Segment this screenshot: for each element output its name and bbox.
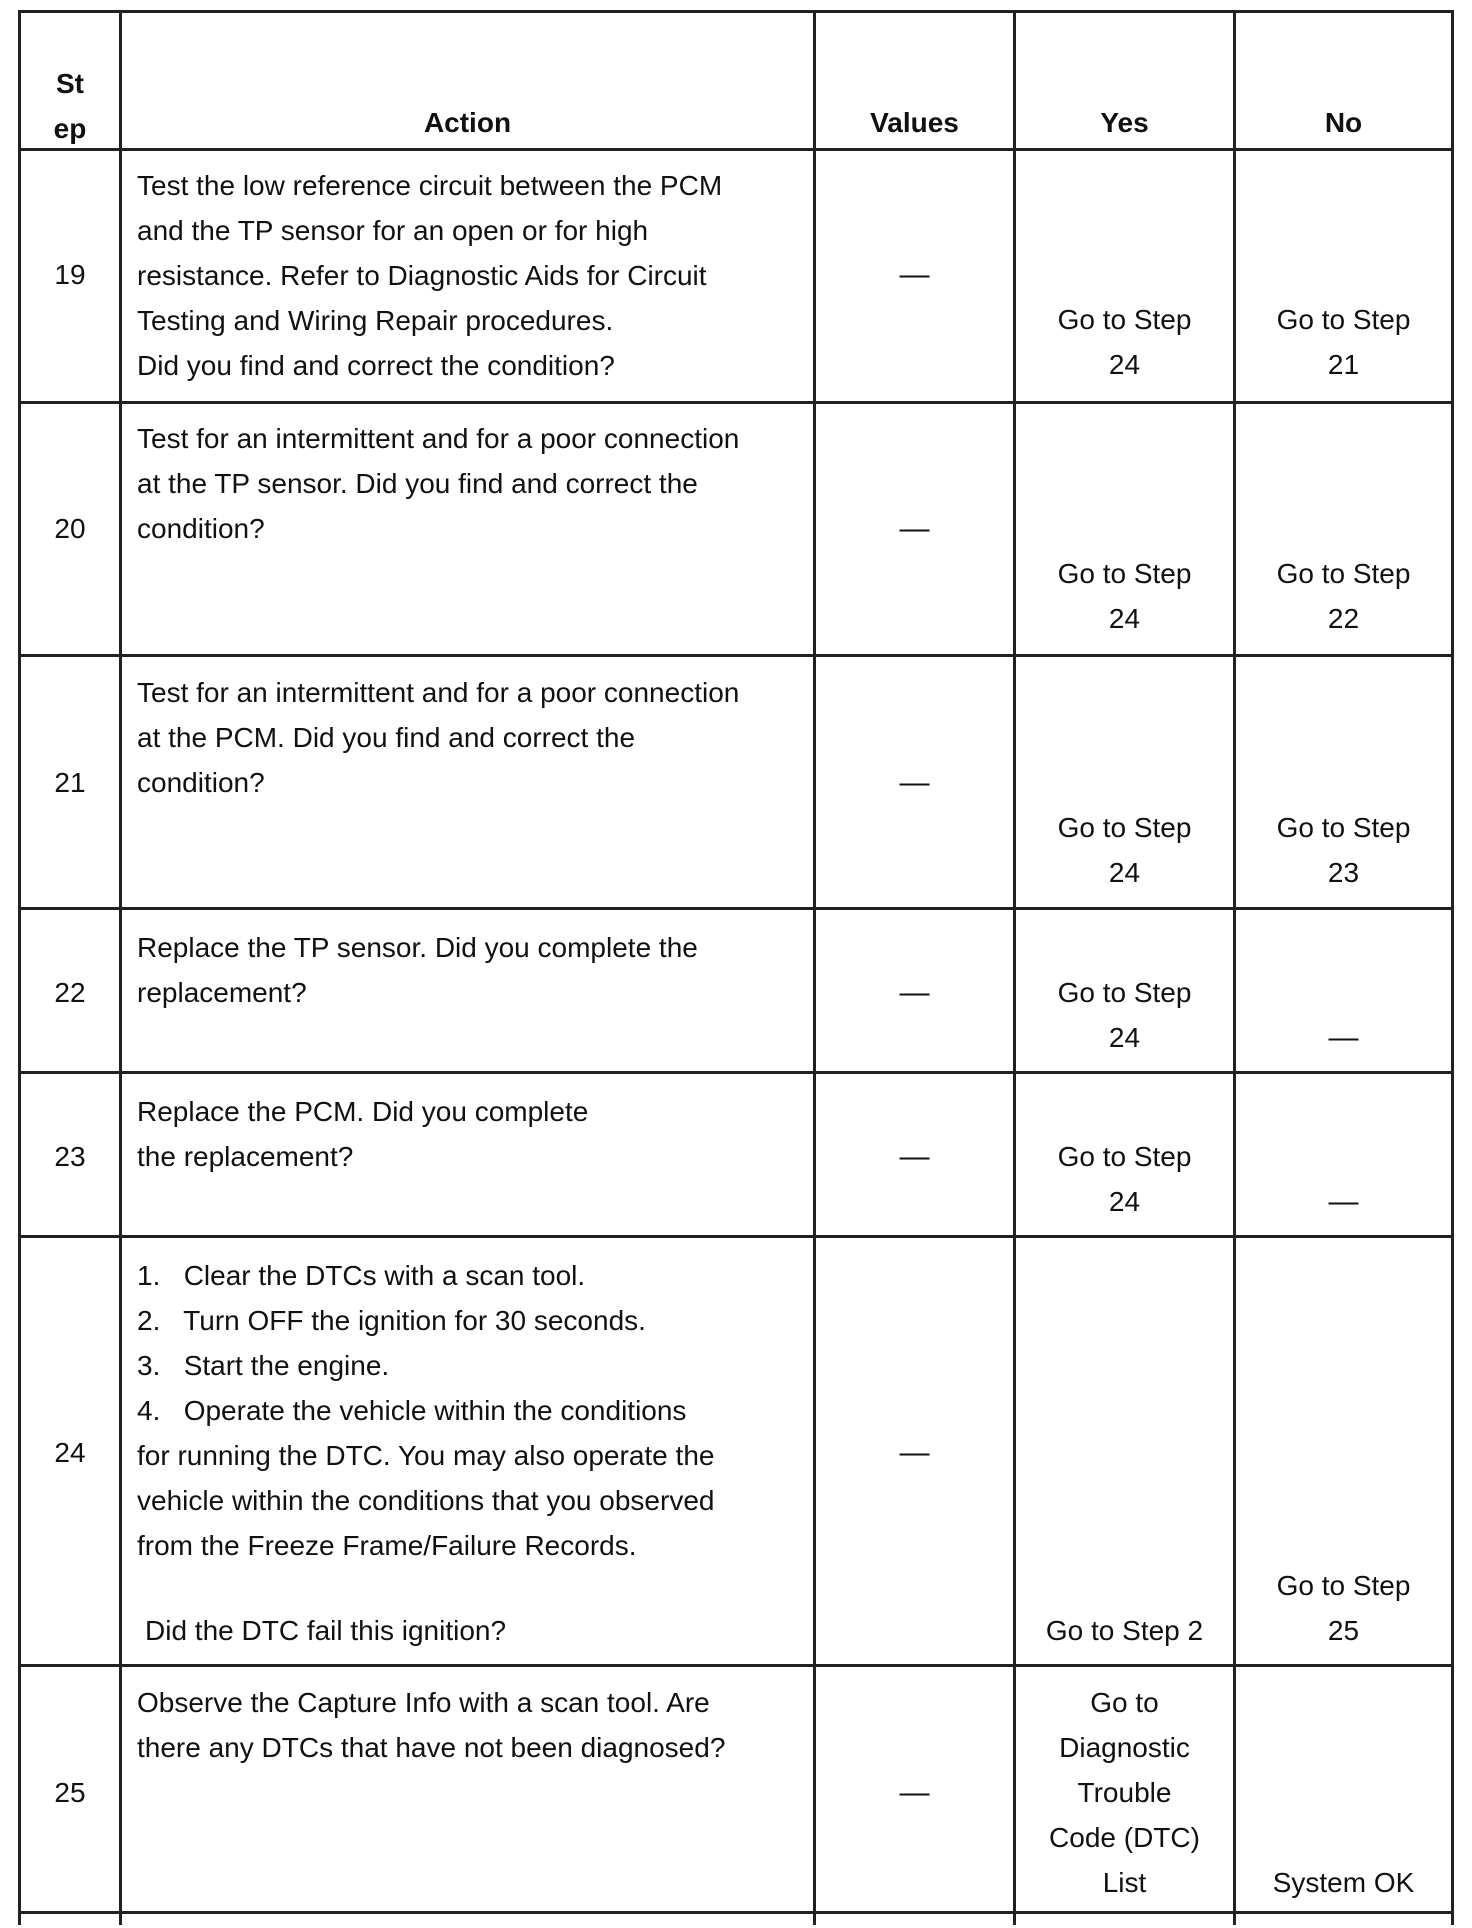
values-cell: — [899,1776,930,1809]
action-line: Replace the PCM. Did you complete [137,1096,589,1127]
yes-line: Trouble [1077,1777,1172,1808]
action-line: Observe the Capture Info with a scan tool. Are [137,1687,710,1718]
action-line: 3. Start the engine. [137,1350,390,1381]
yes-line: Go to Step [1057,1141,1192,1172]
row-divider [18,1664,1454,1667]
action-line: vehicle within the conditions that you observed [137,1485,715,1516]
values-cell: — [899,512,930,545]
yes-line: Go to Step [1057,977,1192,1008]
step-number: 19 [54,259,86,290]
no-cell [1236,297,1451,387]
no-line: Go to Step [1276,812,1411,843]
yes-line: List [1102,1867,1147,1898]
action-text [137,163,807,388]
action-line: from the Freeze Frame/Failure Records. [137,1530,637,1561]
action-text [137,1089,807,1179]
action-line: 2. Turn OFF the ignition for 30 seconds. [137,1305,646,1336]
action-line: at the TP sensor. Did you find and correct the [137,468,698,499]
no-cell [1236,551,1451,641]
no-line: 23 [1327,857,1360,888]
header-yes: Yes [1100,107,1149,138]
no-line: 25 [1327,1615,1360,1646]
yes-line: Go to Step [1057,558,1192,589]
yes-line: Go to Step 2 [1045,1615,1204,1646]
row-divider [18,1071,1454,1074]
action-text [137,1253,807,1568]
action-line: Test the low reference circuit between the PCM [137,170,723,201]
action-line: at the PCM. Did you find and correct the [137,722,636,753]
no-cell [1236,1179,1451,1224]
values-cell: — [899,1436,930,1469]
action-line: for running the DTC. You may also operate the [137,1440,715,1471]
header-step [21,61,119,151]
row-divider [18,654,1454,657]
header-values: Values [870,107,959,138]
step-number: 23 [54,1141,86,1172]
no-line: 22 [1327,603,1360,634]
row-divider [18,148,1454,151]
values-cell: — [899,258,930,291]
header-no: No [1324,107,1363,138]
action-text [137,925,807,1015]
header-action: Action [423,107,512,138]
table-border-left [18,10,21,1925]
action-line: there any DTCs that have not been diagnosed? [137,1732,726,1763]
row-divider [18,401,1454,404]
yes-line: Go to Step [1057,304,1192,335]
yes-line: 24 [1108,857,1141,888]
no-cell [1236,805,1451,895]
yes-line: 24 [1108,603,1141,634]
yes-line: Code (DTC) [1049,1822,1200,1853]
yes-cell [1016,970,1233,1060]
yes-line: 24 [1108,1186,1141,1217]
column-divider [813,10,816,1925]
no-cell [1236,1563,1451,1653]
yes-line: Diagnostic [1059,1732,1190,1763]
action-line: condition? [137,513,265,544]
no-line: Go to Step [1276,558,1411,589]
values-cell: — [899,766,930,799]
step-number: 25 [54,1777,86,1808]
yes-cell [1016,805,1233,895]
no-cell [1236,1015,1451,1060]
table-border-bottom [18,1911,1454,1914]
yes-cell [1016,297,1233,387]
yes-line: Go to Step [1057,812,1192,843]
yes-cell [1016,551,1233,641]
values-cell: — [899,976,930,1009]
step-number: 20 [54,513,86,544]
action-text [137,1680,807,1770]
header-step-line: ep [53,113,87,144]
values-cell: — [899,1140,930,1173]
row-divider [18,1235,1454,1238]
action-line: 4. Operate the vehicle within the conditions [137,1395,687,1426]
no-cell [1236,1860,1451,1905]
action-question: Did the DTC fail this ignition? [145,1615,507,1646]
no-line: 21 [1327,349,1360,380]
row-divider [18,907,1454,910]
yes-line: 24 [1108,1022,1141,1053]
yes-cell [1016,1134,1233,1224]
table-border-top [18,10,1454,13]
no-line: Go to Step [1276,1570,1411,1601]
step-number: 24 [54,1437,86,1468]
action-line: replacement? [137,977,307,1008]
action-line: and the TP sensor for an open or for high [137,215,649,246]
no-line: System OK [1272,1867,1415,1898]
yes-cell [1016,1608,1233,1653]
no-line: Go to Step [1276,304,1411,335]
action-line: resistance. Refer to Diagnostic Aids for Circuit [137,260,707,291]
action-line: the replacement? [137,1141,354,1172]
table-border-right [1451,10,1454,1925]
column-divider [119,10,122,1925]
step-number: 22 [54,977,86,1008]
action-text [137,670,807,805]
action-line: Did you find and correct the condition? [137,350,615,381]
action-line: 1. Clear the DTCs with a scan tool. [137,1260,586,1291]
action-line: Test for an intermittent and for a poor connection [137,423,740,454]
step-number: 21 [54,767,86,798]
no-line: — [1328,1185,1359,1218]
action-line: Replace the TP sensor. Did you complete the [137,932,698,963]
action-line: Testing and Wiring Repair procedures. [137,305,614,336]
action-text [137,416,807,551]
action-line: Test for an intermittent and for a poor connection [137,677,740,708]
header-step-line: St [56,68,84,99]
action-line: condition? [137,767,265,798]
yes-cell [1016,1680,1233,1905]
yes-line: 24 [1108,349,1141,380]
no-line: — [1328,1021,1359,1054]
yes-line: Go to [1090,1687,1159,1718]
